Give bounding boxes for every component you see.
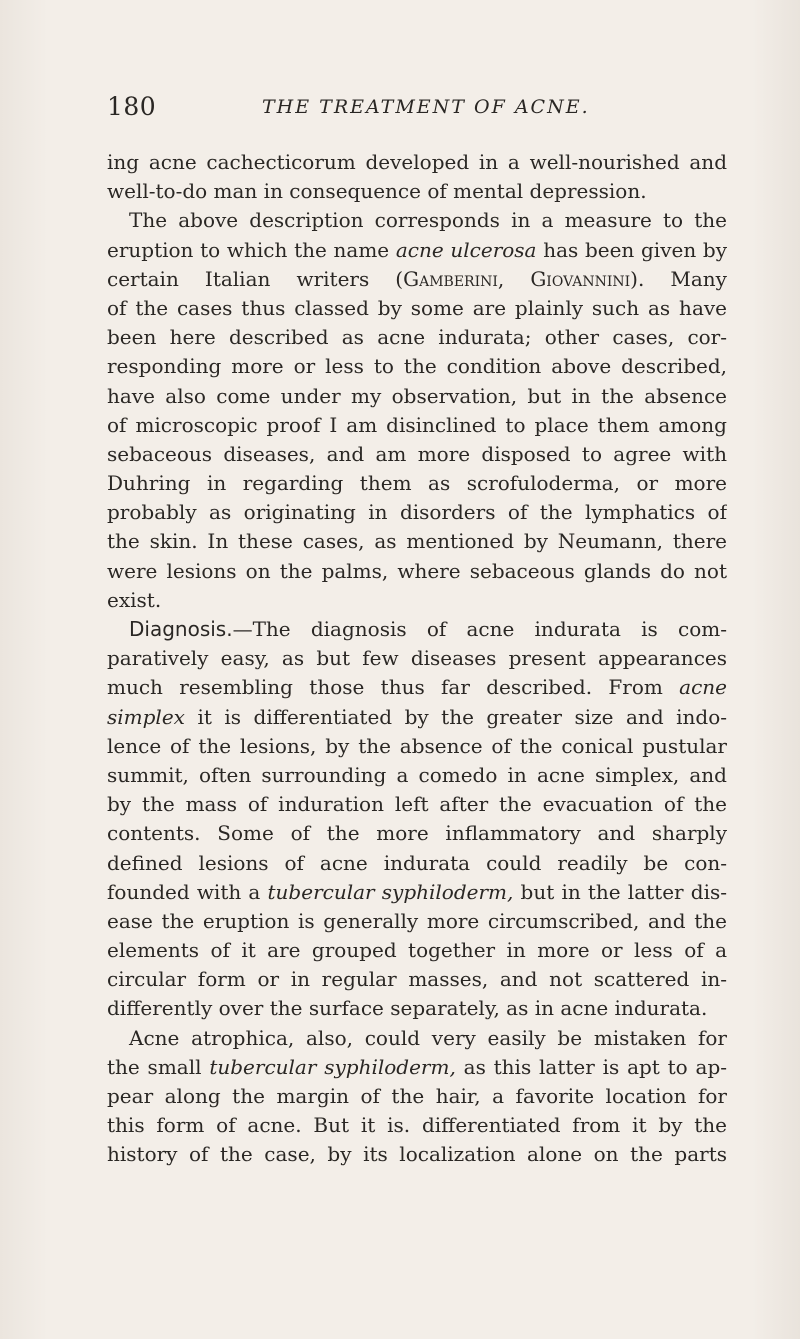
text-line: Diagnosis.—The diagnosis of acne indurata is com- [129, 617, 727, 641]
text-line: founded with a tubercular syphiloderm, but in the latter dis- [107, 879, 727, 904]
italic-term: acne [679, 675, 727, 700]
italic-term: tubercular syphiloderm, [267, 879, 514, 904]
text-line: history of the case, by its localization alone on the parts [107, 1142, 727, 1167]
text-line: sebaceous diseases, and am more disposed to agree with [107, 441, 727, 466]
body-text [107, 148, 727, 1170]
italic-term: tubercular syphiloderm, [209, 1054, 456, 1079]
text-line: lence of the lesions, by the absence of the conical pustular [107, 733, 727, 758]
text-line: certain Italian writers (Gamberini, Giovannini). Many [107, 266, 727, 291]
italic-term: acne ulcerosa [395, 237, 537, 262]
italic-term: simplex [107, 704, 185, 729]
author-name: Giovannini [530, 266, 631, 291]
text-line: ing acne cachecticorum developed in a well-nourished and [107, 150, 727, 174]
text-line: elements of it are grouped together in more or less of a [107, 938, 727, 963]
text-line: differently over the surface separately, as in acne indurata. [107, 996, 708, 1021]
text-line: Duhring in regarding them as scrofuloderma, or more [107, 471, 727, 496]
text-line: of the cases thus classed by some are plainly such as have [107, 295, 727, 320]
section-heading: Diagnosis. [129, 617, 233, 641]
text-line: simplex it is differentiated by the greater size and indo- [107, 704, 727, 729]
text-line: circular form or in regular masses, and not scattered in- [107, 967, 727, 992]
text-line: The above description corresponds in a measure to the [129, 208, 727, 233]
text-line: responding more or less to the condition above described, [107, 354, 727, 379]
text-line: been here described as acne indurata; other cases, cor- [107, 325, 727, 350]
text-line: much resembling those thus far described. From acne [107, 675, 727, 700]
text-line: eruption to which the name acne ulcerosa has been given by [107, 237, 727, 262]
text-line: the skin. In these cases, as mentioned by Neumann, there [107, 529, 727, 554]
text-line: contents. Some of the more inflammatory and sharply [107, 821, 727, 846]
text-line: ease the eruption is generally more circumscribed, and the [107, 908, 727, 933]
text-line: by the mass of induration left after the evacuation of the [107, 792, 727, 817]
text-line: exist. [107, 587, 162, 612]
running-head: THE TREATMENT OF ACNE. [262, 96, 590, 118]
text-line: defined lesions of acne indurata could readily be con- [107, 850, 727, 875]
text-line: probably as originating in disorders of the lymphatics of [107, 500, 727, 525]
author-name: Gamberini [403, 266, 498, 291]
text-line: paratively easy, as but few diseases present appearances [107, 646, 727, 671]
text-line: the small tubercular syphiloderm, as this latter is apt to ap- [107, 1054, 727, 1079]
text-line: were lesions on the palms, where sebaceous glands do not [107, 558, 727, 583]
text-line: this form of acne. But it is. differentiated from it by the [107, 1113, 727, 1138]
page-header [107, 92, 727, 126]
page-number: 180 [107, 92, 157, 121]
text-line: of microscopic proof I am disinclined to place them among [107, 412, 727, 437]
text-line: Acne atrophica, also, could very easily be mistaken for [129, 1025, 727, 1050]
text-line: have also come under my observation, but in the absence [107, 383, 727, 408]
text-line: well-to-do man in consequence of mental depression. [107, 179, 647, 204]
text-line: summit, often surrounding a comedo in acne simplex, and [107, 762, 727, 787]
text-line: pear along the margin of the hair, a favorite location for [107, 1084, 727, 1108]
